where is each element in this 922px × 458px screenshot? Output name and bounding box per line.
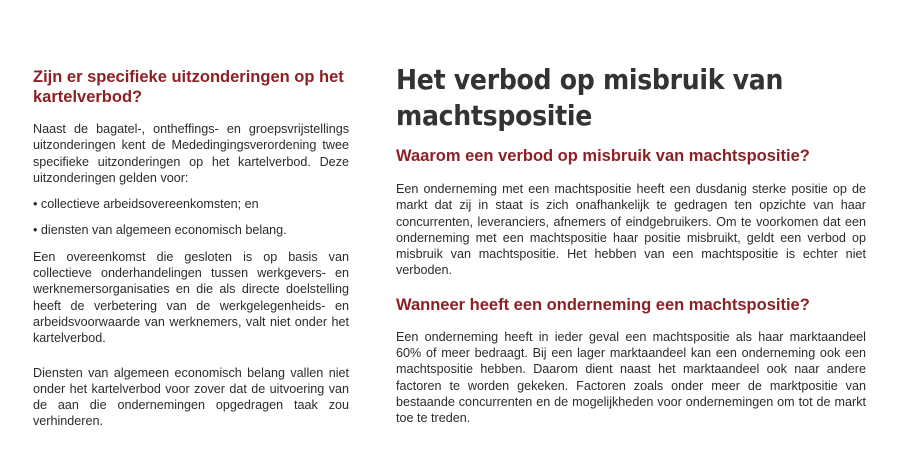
bullet-item-daeb: • diensten van algemeen economisch belang. xyxy=(33,223,287,238)
daeb-paragraph: Diensten van algemeen economisch belang vallen niet onder het kartelverbod voor zover dat de uitvoering van de aan die ondernemingen opgedragen taak zou verhinderen. xyxy=(33,365,349,429)
why-prohibition-heading: Waarom een verbod op misbruik van machtspositie? xyxy=(396,147,810,165)
cao-paragraph: Een overeenkomst die gesloten is op basis van collectieve onderhandelingen tussen werkgevers- en werknemersorganisaties en die als directe doelstelling heeft de verbetering van de werkgelegenheids- en arbeidsvoorwaarde van werknemers, valt niet onder het kartelverbod. xyxy=(33,249,349,346)
bullet-item-cao: • collectieve arbeidsovereenkomsten; en xyxy=(33,197,259,212)
exceptions-intro: Naast de bagatel-, ontheffings- en groepsvrijstellings uitzonderingen kent de Mededingingsverordening twee specifieke uitzonderingen op het kartelverbod. Deze uitzonderingen gelden voor: xyxy=(33,122,349,185)
page-title: Het verbod op misbruik van machtspositie xyxy=(396,63,784,132)
exceptions-heading: Zijn er specifieke uitzonderingen op het kartelverbod? xyxy=(33,68,344,106)
left-column xyxy=(33,67,349,430)
right-column xyxy=(396,62,866,427)
when-dominant-paragraph: Een onderneming heeft in ieder geval een machtspositie als haar marktaandeel 60% of meer bedraagt. Bij een lager marktaandeel kan een onderneming ook een machtspositie hebben. Daarom dient naast het marktaandeel ook naar andere factoren te worden gekeken. Factoren zoals onder meer de marktpositie van bestaande concurrenten en de mogelijkheden voor ondernemingen om tot de markt toe te treden. xyxy=(396,329,866,426)
when-dominant-heading: Wanneer heeft een onderneming een machtspositie? xyxy=(396,295,810,314)
why-prohibition-paragraph: Een onderneming met een machtspositie heeft een dusdanig sterke positie op de markt dat zij in staat is zich onafhankelijk te gedragen ten opzichte van haar concurrenten, leveranciers, afnemers of eindgebruikers. Om te voorkomen dat een onderneming met een machtspositie haar positie misbruikt, geldt een verbod op misbruik van machtspositie. Het hebben van een machtspositie is echter niet verboden. xyxy=(396,182,866,278)
